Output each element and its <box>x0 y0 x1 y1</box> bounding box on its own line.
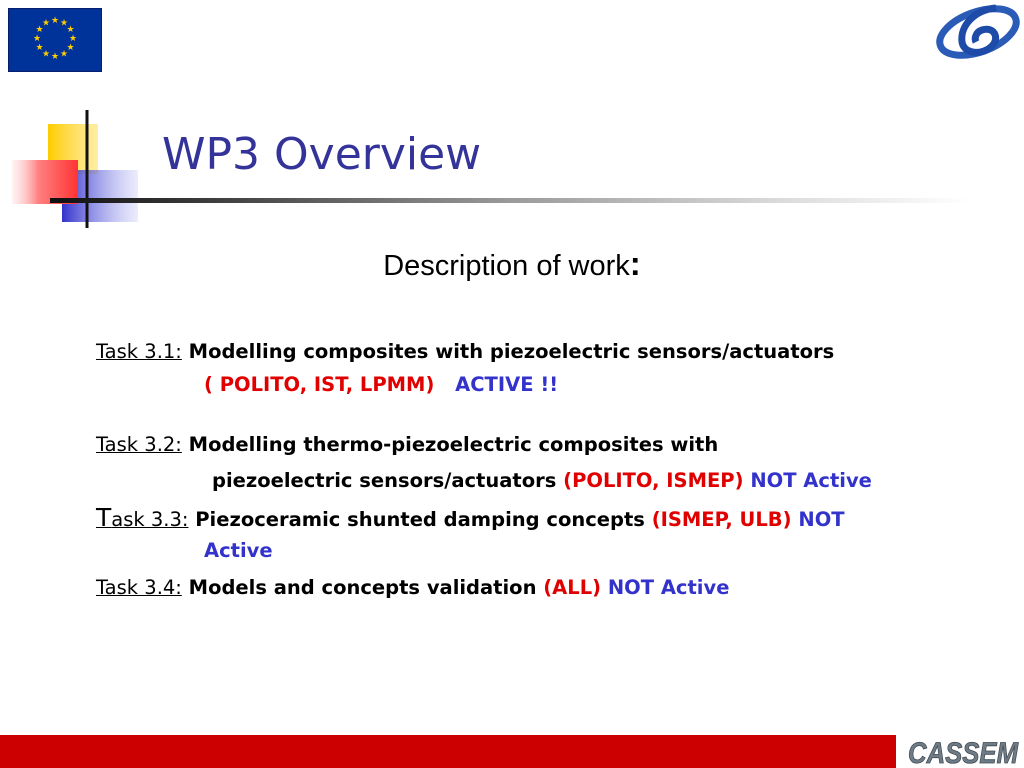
svg-text:★: ★ <box>35 43 44 53</box>
cassem-logo <box>904 736 1022 768</box>
svg-text:★: ★ <box>66 25 75 35</box>
svg-text:★: ★ <box>68 34 78 44</box>
task-3-4-line <box>96 576 729 600</box>
svg-text:★: ★ <box>35 25 44 35</box>
footer-bar <box>0 735 896 768</box>
title-decoration <box>10 110 150 230</box>
task-3-3-continuation <box>204 539 273 563</box>
task-status: ACTIVE !! <box>455 373 559 396</box>
task-label-initial: T <box>96 503 112 532</box>
subtitle-colon: : <box>629 245 641 282</box>
svg-text:★: ★ <box>59 18 69 29</box>
task-status: NOT <box>798 508 845 531</box>
task-3-3-line <box>96 503 845 532</box>
subtitle-text: Description of work <box>383 250 630 282</box>
task-label-rest: ask 3.3: <box>111 508 189 531</box>
eu-flag-logo <box>8 8 102 72</box>
task-partners: (ISMEP, ULB) <box>651 508 792 531</box>
svg-text:★: ★ <box>50 52 60 62</box>
task-label: Task 3.2: <box>96 433 182 456</box>
task-status-cont: Active <box>204 539 273 562</box>
task-label <box>96 503 189 532</box>
task-label: Task 3.4: <box>96 576 182 599</box>
task-description: Piezoceramic shunted damping concepts <box>195 508 645 531</box>
fp6-logo <box>934 2 1022 58</box>
task-description: Modelling thermo-piezoelectric composites with <box>188 433 719 456</box>
svg-text:★: ★ <box>50 16 60 26</box>
svg-text:★: ★ <box>59 49 69 60</box>
task-description: Models and concepts validation <box>188 576 537 599</box>
eu-stars-icon <box>9 9 101 71</box>
task-3-2-line <box>96 433 718 457</box>
svg-text:★: ★ <box>41 49 51 60</box>
slide-subtitle <box>0 246 1024 284</box>
task-description: Modelling composites with piezoelectric sensors/actuators <box>188 340 835 363</box>
task-partners: ( POLITO, IST, LPMM) <box>204 373 435 396</box>
task-status: NOT Active <box>750 469 872 492</box>
svg-text:CASSEM: CASSEM <box>908 737 1019 768</box>
task-partners: (POLITO, ISMEP) <box>563 469 744 492</box>
svg-text:★: ★ <box>41 18 51 29</box>
task-status: NOT Active <box>607 576 730 599</box>
svg-text:★: ★ <box>66 43 75 53</box>
slide-title: WP3 Overview <box>162 129 482 180</box>
svg-text:★: ★ <box>32 34 42 44</box>
task-description-cont: piezoelectric sensors/actuators <box>212 469 557 492</box>
title-underline <box>50 198 970 203</box>
task-3-1-line <box>96 340 834 364</box>
task-3-2-continuation <box>212 469 872 493</box>
task-partners: (ALL) <box>543 576 602 599</box>
task-3-1-status-line <box>204 373 558 397</box>
task-label: Task 3.1: <box>96 340 182 363</box>
